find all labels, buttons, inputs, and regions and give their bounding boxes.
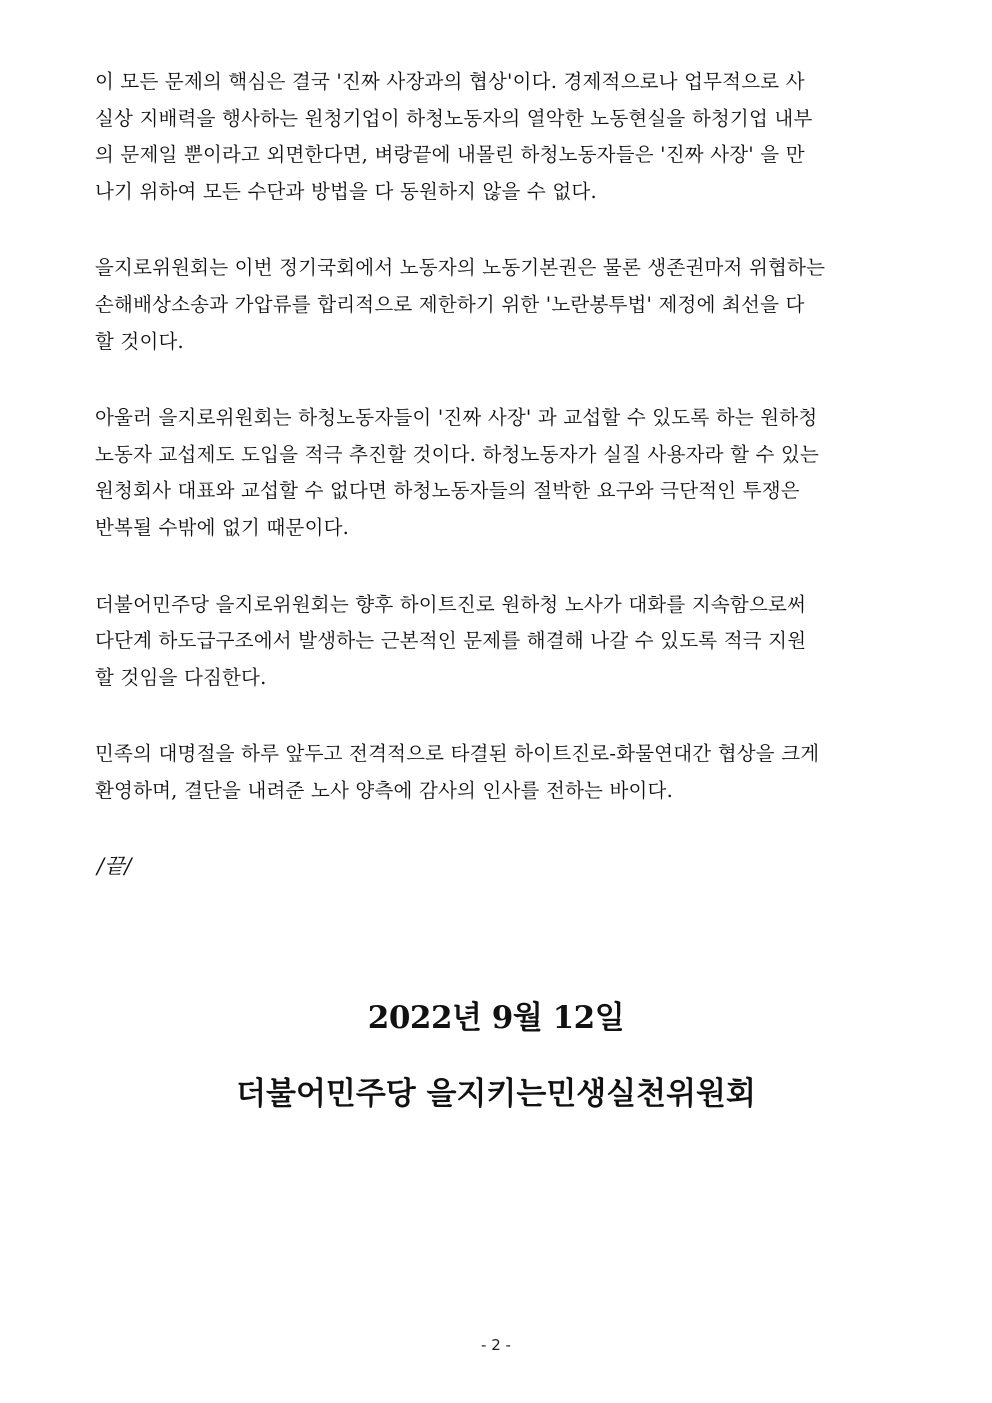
page-number: - 2 - bbox=[481, 1336, 511, 1354]
paragraph-bargaining-system: 아울러 을지로위원회는 하청노동자들이 '진짜 사장' 과 교섭할 수 있도록 하는 원하청 노동자 교섭제도 도입을 적극 추진할 것이다. 하청노동자가 실질 사용자라 할 수 있는 원청회사 대표와 교섭할 수 없다면 하청노동자들의 절박한 요구와 극단적인 투쟁은 반복될 수밖에 없기 때문이다. bbox=[95, 406, 820, 539]
paragraph-support-pledge: 더불어민주당 을지로위원회는 향후 하이트진로 원하청 노사가 대화를 지속함으로써 다단계 하도급구조에서 발생하는 근본적인 문제를 해결해 나갈 수 있도록 적극 지원 할 것임을 다짐한다. bbox=[95, 592, 807, 689]
paragraph-yellow-envelope-law: 을지로위원회는 이번 정기국회에서 노동자의 노동기본권은 물론 생존권마저 위협하는 손해배상소송과 가압류를 합리적으로 제한하기 위한 '노란봉투법' 제정에 최선을 다 할 것이다. bbox=[95, 256, 826, 353]
statement-body bbox=[95, 64, 897, 880]
end-mark: /끝/ bbox=[97, 853, 132, 878]
issuing-organization: 더불어민주당 을지키는민생실천위원회 bbox=[236, 1076, 756, 1112]
issue-date: 2022년 9월 12일 bbox=[367, 1000, 625, 1036]
paragraph-welcome-agreement: 민족의 대명절을 하루 앞두고 전격적으로 타결된 하이트진로-화물연대간 협상을 크게 환영하며, 결단을 내려준 노사 양측에 감사의 인사를 전하는 바이다. bbox=[95, 742, 820, 802]
paragraph-core-issue: 이 모든 문제의 핵심은 결국 '진짜 사장과의 협상'이다. 경제적으로나 업무적으로 사 실상 지배력을 행사하는 원청기업이 하청노동자의 열악한 노동현실을 하청기업 내부 의 문제일 뿐이라고 외면한다면, 벼랑끝에 내몰린 하청노동자들은 '진짜 사장' 을 만 나기 위하여 모든 수단과 방법을 다 동원하지 않을 수 없다. bbox=[95, 70, 813, 203]
